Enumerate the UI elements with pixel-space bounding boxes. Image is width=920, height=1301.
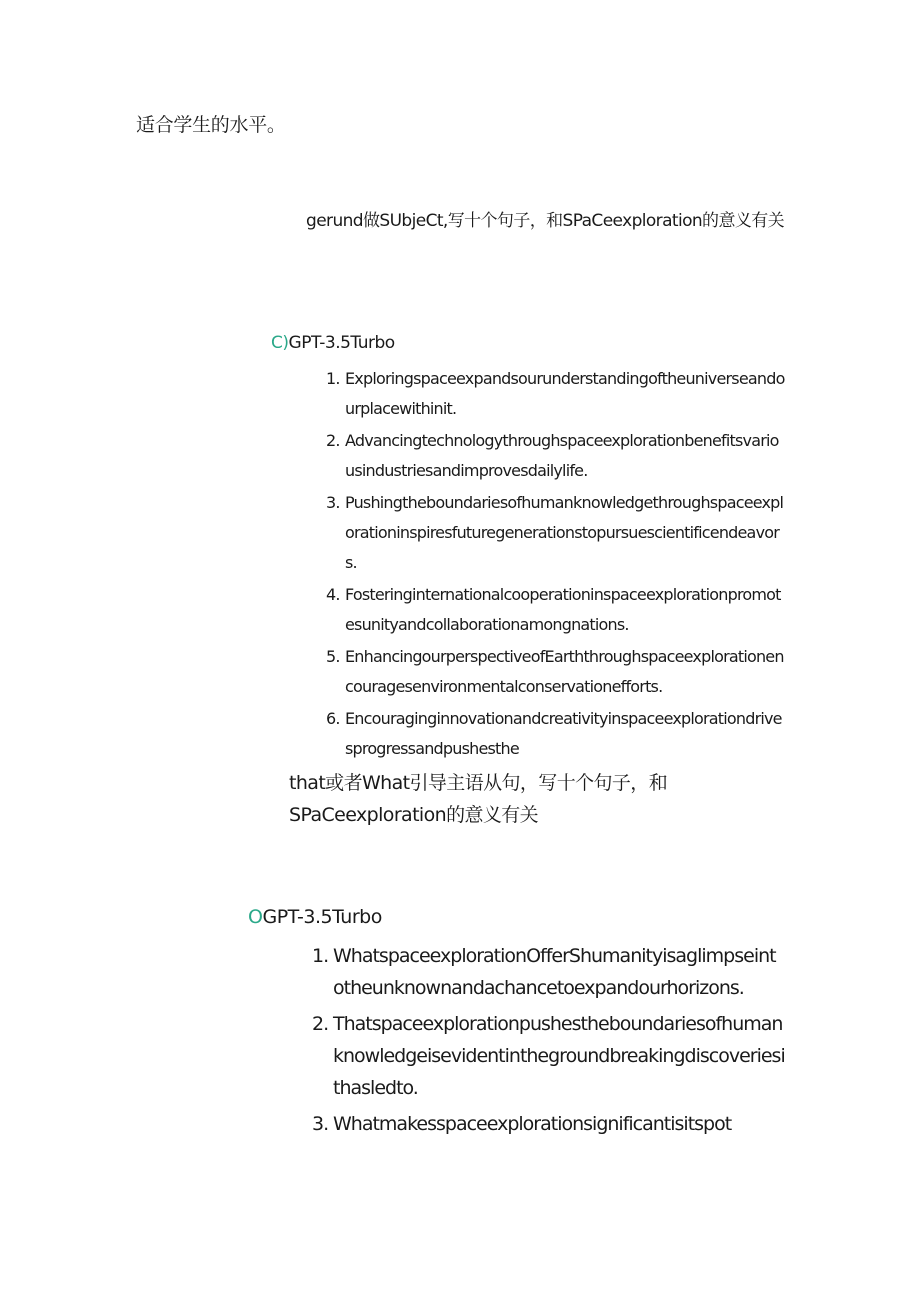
list-item-number: 1. — [312, 945, 329, 967]
answer-list — [312, 940, 786, 1144]
list-item-text: Exploringspaceexpandsourunderstandingoftheuniverseandourplacewithinit. — [345, 369, 785, 418]
list-item-text: WhatspaceexplorationOfferShumanityisaglimpseintotheunknownandachancetoexpandourhorizons. — [333, 945, 776, 999]
list-item-number: 3. — [312, 1113, 329, 1135]
list-item-text: Advancingtechnologythroughspaceexplorationbenefitsvariousindustriesandimprovesdailylife. — [345, 431, 779, 480]
list-item — [312, 1008, 786, 1104]
list-item-number: 3. — [326, 493, 340, 512]
list-item-number: 1. — [326, 369, 340, 388]
model-name: GPT-3.5Turbo — [262, 906, 382, 928]
list-item-number: 2. — [326, 431, 340, 450]
list-item — [326, 426, 786, 486]
list-item-number: 6. — [326, 709, 340, 728]
model-name: GPT-3.5Turbo — [288, 333, 395, 353]
model-header — [271, 333, 395, 353]
list-item-text: Pushingtheboundariesofhumanknowledgethroughspaceexplorationinspiresfuturegenerationstopursuescientificendeavors. — [345, 493, 784, 572]
list-item — [326, 488, 786, 578]
list-item — [326, 642, 786, 702]
list-item — [326, 580, 786, 640]
prompt-text: gerund做SUbjeCt,写十个句子，和SPaCeexploration的意义有关 — [306, 211, 785, 231]
openai-icon: C) — [271, 333, 289, 353]
list-item-number: 4. — [326, 585, 340, 604]
prompt-text: that或者What引导主语从句，写十个句子，和SPaCeexploration的意义有关 — [289, 772, 668, 826]
list-item — [326, 364, 786, 424]
list-item-text: EnhancingourperspectiveofEarththroughspaceexplorationencouragesenvironmentalconservationefforts. — [345, 647, 784, 696]
openai-icon: O — [248, 906, 263, 928]
list-item — [326, 704, 786, 764]
model-header — [248, 906, 382, 928]
list-item-text: Whatmakesspaceexplorationsignificantisitspot — [333, 1113, 732, 1135]
list-item-number: 2. — [312, 1013, 329, 1035]
list-item-text: Fosteringinternationalcooperationinspaceexplorationpromotesunityandcollaborationamongnations. — [345, 585, 781, 634]
list-item-text: Thatspaceexplorationpushestheboundariesofhumanknowledgeisevidentinthegroundbreakingdiscoveriesithasledto. — [333, 1013, 785, 1099]
list-item — [312, 940, 786, 1004]
list-item — [312, 1108, 786, 1140]
list-item-number: 5. — [326, 647, 340, 666]
list-item-text: Encouraginginnovationandcreativityinspaceexplorationdrivesprogressandpushesthe — [345, 709, 782, 758]
intro-line: 适合学生的水平。 — [136, 114, 286, 136]
answer-list — [326, 364, 786, 766]
